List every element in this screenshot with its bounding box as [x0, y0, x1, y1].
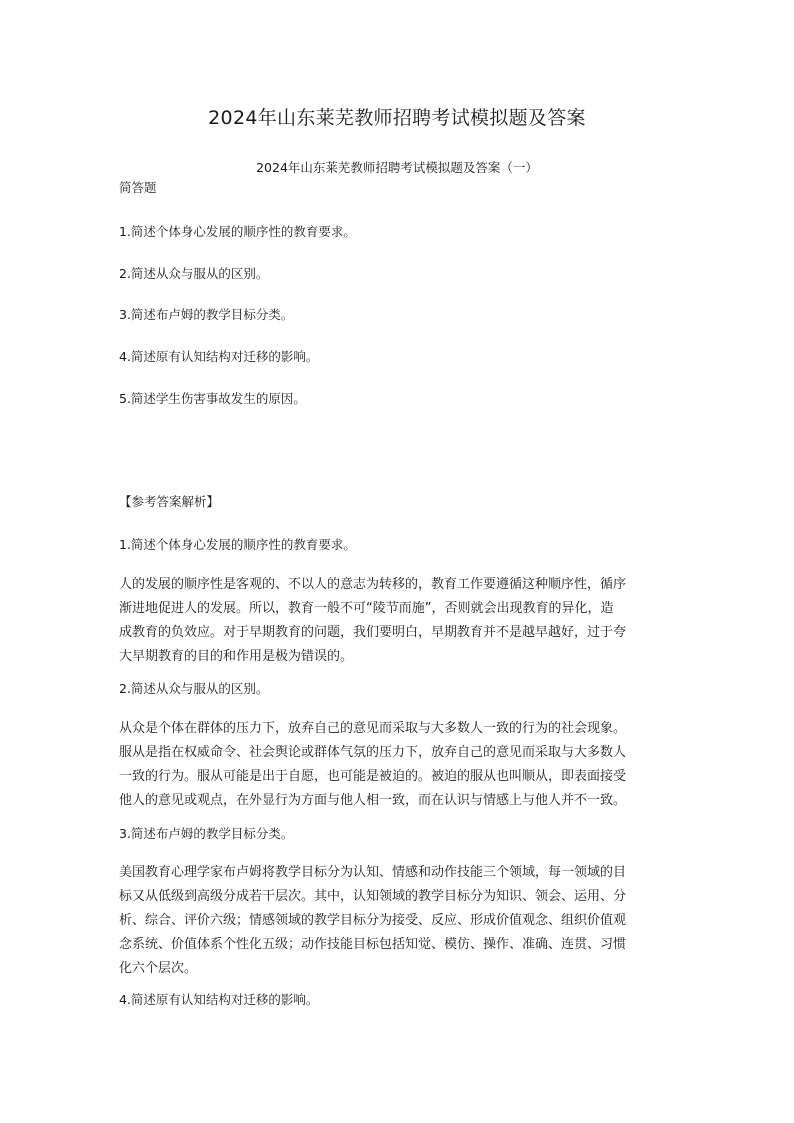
answer-line: 标又从低级到高级分成若干层次。其中，认知领域的教学目标分为知识、领会、运用、分 — [119, 889, 627, 904]
answer-line: 从众是个体在群体的压力下，放弃自己的意见而采取与大多数人一致的行为的社会现象。 — [119, 721, 627, 736]
answer-2-question: 2.简述从众与服从的区别。 — [119, 681, 269, 696]
answer-1-question: 1.简述个体身心发展的顺序性的教育要求。 — [119, 537, 356, 552]
answer-line: 大早期教育的目的和作用是极为错误的。 — [119, 649, 354, 664]
answer-line: 念系统、价值体系个性化五级；动作技能目标包括知觉、模仿、操作、准确、连贯、习惯 — [119, 937, 627, 952]
section-label: 简答题 — [119, 180, 157, 195]
question-2: 2.简述从众与服从的区别。 — [119, 266, 269, 281]
answer-line: 服从是指在权威命令、社会舆论或群体气氛的压力下，放弃自己的意见而采取与大多数人 — [119, 745, 627, 760]
answer-line: 析、综合、评价六级；情感领域的教学目标分为接受、反应、形成价值观念、组织价值观 — [119, 913, 627, 928]
answer-1-text — [119, 573, 679, 669]
answer-heading: 【参考答案解析】 — [119, 494, 220, 509]
answer-line: 他人的意见或观点，在外显行为方面与他人相一致，而在认识与情感上与他人并不一致。 — [119, 793, 627, 808]
answer-line: 美国教育心理学家布卢姆将教学目标分为认知、情感和动作技能三个领域，每一领域的目 — [119, 865, 627, 880]
answer-4-question: 4.简述原有认知结构对迁移的影响。 — [119, 992, 319, 1007]
answer-line: 人的发展的顺序性是客观的、不以人的意志为转移的，教育工作要遵循这种顺序性，循序 — [119, 577, 627, 592]
question-5: 5.简述学生伤害事故发生的原因。 — [119, 391, 306, 406]
answer-line: 一致的行为。服从可能是出于自愿，也可能是被迫的。被迫的服从也叫顺从，即表面接受 — [119, 769, 627, 784]
answer-line: 成教育的负效应。对于早期教育的问题，我们要明白，早期教育并不是越早越好，过于夸 — [119, 625, 627, 640]
question-4: 4.简述原有认知结构对迁移的影响。 — [119, 349, 319, 364]
document-subtitle: 2024年山东莱芜教师招聘考试模拟题及答案（一） — [256, 160, 538, 175]
answer-line: 化六个层次。 — [119, 961, 198, 976]
answer-3-text — [119, 861, 679, 981]
answer-line: 渐进地促进人的发展。所以，教育一般不可“陵节而施”，否则就会出现教育的异化，造 — [119, 601, 614, 616]
document-title: 2024年山东莱芜教师招聘考试模拟题及答案 — [208, 107, 586, 129]
question-3: 3.简述布卢姆的教学目标分类。 — [119, 307, 294, 322]
answer-3-question: 3.简述布卢姆的教学目标分类。 — [119, 826, 294, 841]
question-1: 1.简述个体身心发展的顺序性的教育要求。 — [119, 224, 356, 239]
answer-2-text — [119, 717, 679, 813]
